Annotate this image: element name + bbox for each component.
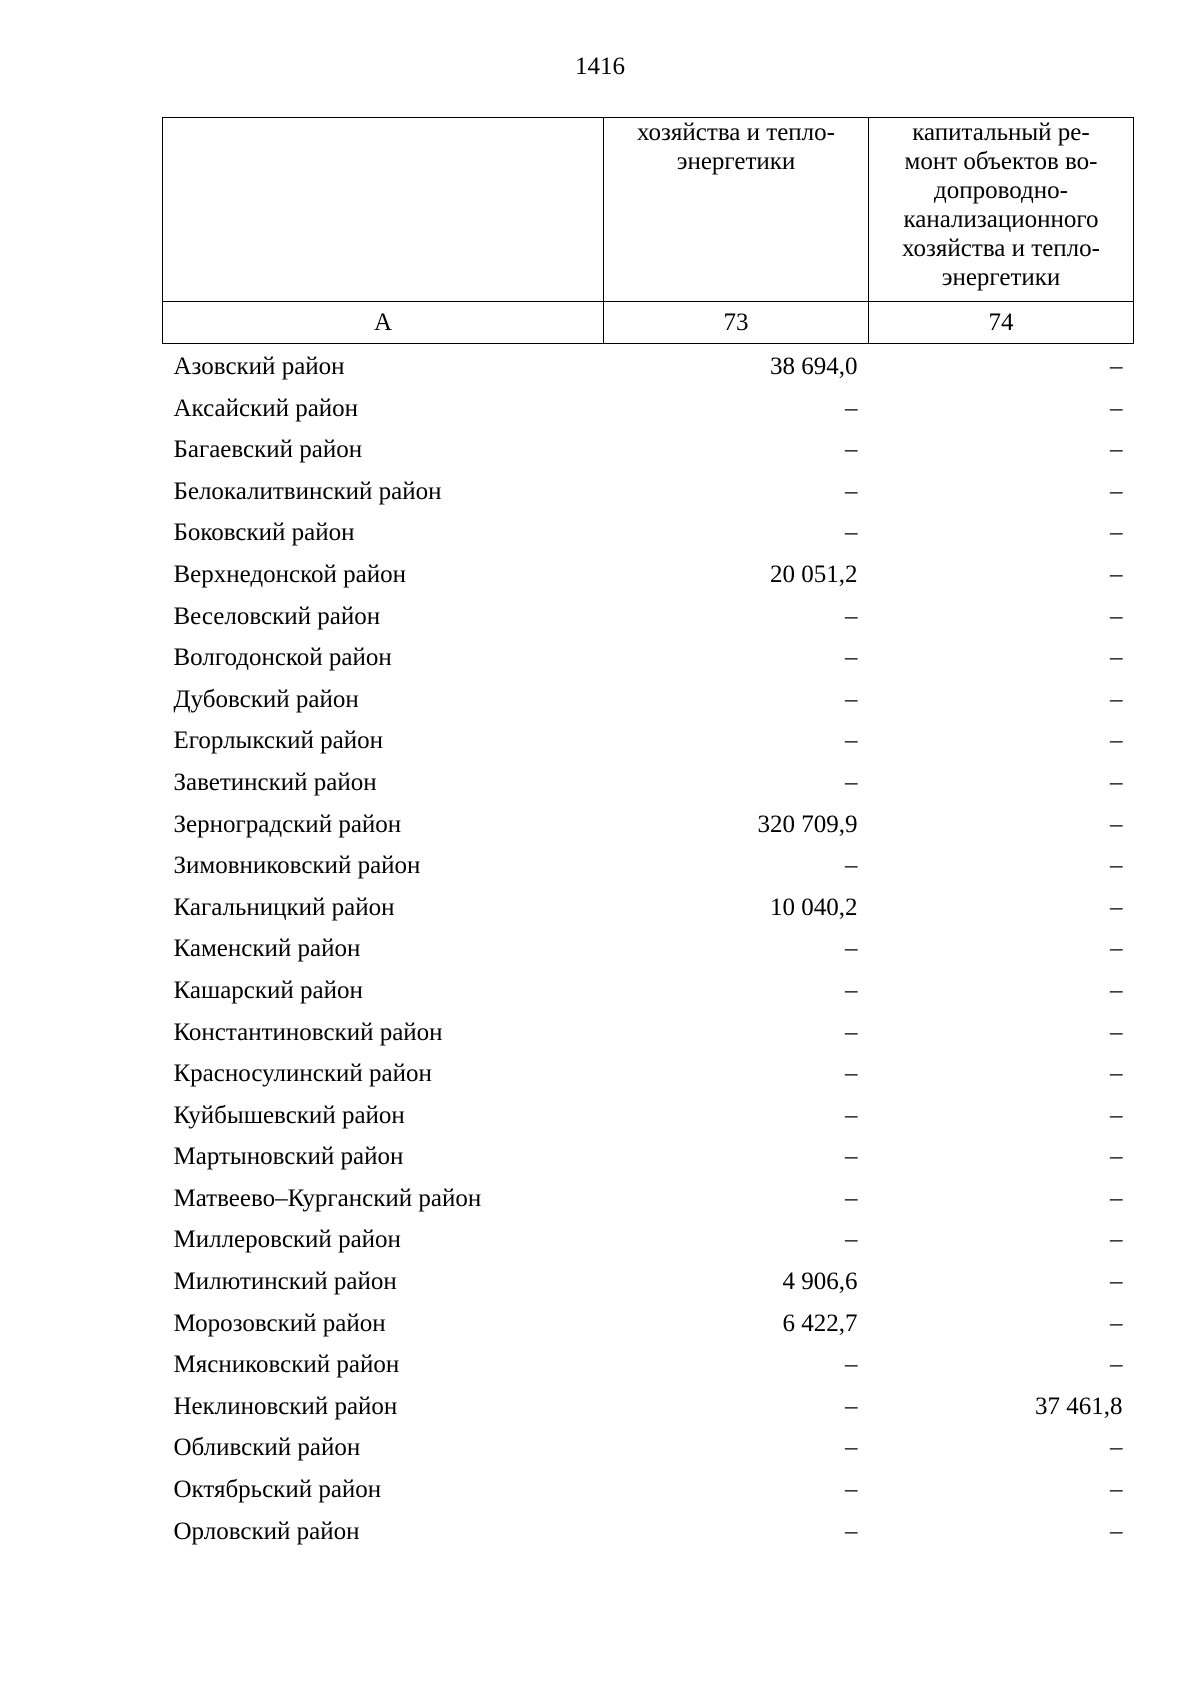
value-73-cell: – [845, 602, 858, 630]
district-name-cell: Аксайский район [173, 394, 359, 422]
district-name-cell: Зерноградский район [173, 810, 402, 838]
district-name-cell: Кашарский район [173, 976, 363, 1004]
value-73-cell: – [845, 1184, 858, 1212]
value-73-cell: – [845, 1143, 858, 1171]
table-body [163, 344, 1134, 1553]
value-74-cell: – [1110, 893, 1123, 921]
value-74-cell: – [1110, 602, 1123, 630]
value-74-cell: – [1110, 852, 1123, 880]
district-name-cell: Обливский район [173, 1434, 361, 1462]
table-row [163, 388, 1134, 430]
value-73-cell: – [845, 1060, 858, 1088]
table-row [163, 970, 1134, 1012]
value-74-cell: – [1110, 1476, 1123, 1504]
district-name-cell: Милютинский район [173, 1268, 397, 1296]
value-73-cell: – [845, 1434, 858, 1462]
value-74-cell: – [1110, 394, 1123, 422]
value-74-cell: – [1110, 1434, 1123, 1462]
value-74-cell: – [1110, 436, 1123, 464]
page-number: 1416 [575, 53, 625, 80]
value-74-cell: 37 461,8 [1035, 1392, 1123, 1420]
value-73-cell: – [845, 935, 858, 963]
value-74-cell: – [1110, 1351, 1123, 1379]
value-74-cell: – [1110, 1018, 1123, 1046]
value-73-cell: – [845, 1351, 858, 1379]
value-73-cell: 10 040,2 [770, 893, 858, 921]
value-73-cell: – [845, 644, 858, 672]
header-code-74: 74 [869, 302, 1134, 344]
value-73-cell: – [845, 727, 858, 755]
district-name-cell: Кагальницкий район [173, 893, 395, 921]
value-73-cell: – [845, 477, 858, 505]
value-74-cell: – [1110, 976, 1123, 1004]
table-row [163, 637, 1134, 679]
table-row [163, 1427, 1134, 1469]
district-name-cell: Красносулинский район [173, 1060, 432, 1088]
district-name-cell: Веселовский район [173, 602, 381, 630]
value-74-cell: – [1110, 519, 1123, 547]
value-73-cell: 6 422,7 [782, 1309, 858, 1337]
header-code-name: А [163, 302, 604, 344]
value-73-cell: – [845, 1226, 858, 1254]
table-row [163, 1511, 1134, 1553]
district-name-cell: Куйбышевский район [173, 1101, 405, 1129]
value-74-cell: – [1110, 685, 1123, 713]
district-name-cell: Неклиновский район [173, 1392, 398, 1420]
value-74-cell: – [1110, 1060, 1123, 1088]
table-row [163, 1469, 1134, 1511]
district-name-cell: Багаевский район [173, 436, 363, 464]
value-73-cell: 20 051,2 [770, 560, 858, 588]
value-73-cell: – [845, 852, 858, 880]
district-name-cell: Боковский район [173, 519, 355, 547]
table-row [163, 596, 1134, 638]
district-name-cell: Морозовский район [173, 1309, 386, 1337]
table-row [163, 720, 1134, 762]
value-74-cell: – [1110, 1101, 1123, 1129]
value-73-cell: – [845, 1517, 858, 1545]
table-header [163, 118, 1134, 344]
value-73-cell: 320 709,9 [757, 810, 858, 838]
district-name-cell: Константиновский район [173, 1018, 443, 1046]
value-74-cell: – [1110, 810, 1123, 838]
value-73-cell: – [845, 394, 858, 422]
table-row [163, 887, 1134, 929]
district-name-cell: Матвеево–Курганский район [173, 1184, 482, 1212]
header-column-74: капитальный ре- монт объектов во- допроводно- канализационного хозяйства и тепло- энергетики [869, 118, 1134, 302]
value-74-cell: – [1110, 644, 1123, 672]
table-row [163, 1053, 1134, 1095]
value-73-cell: – [845, 519, 858, 547]
table-row [163, 471, 1134, 513]
value-74-cell: – [1110, 477, 1123, 505]
table-row [163, 679, 1134, 721]
header-row-titles [163, 118, 1134, 302]
header-column-73: хозяйства и тепло- энергетики [604, 118, 869, 302]
value-73-cell: 4 906,6 [782, 1268, 858, 1296]
value-74-cell: – [1110, 353, 1123, 380]
district-name-cell: Азовский район [173, 353, 345, 380]
district-name-cell: Верхнедонской район [173, 560, 406, 588]
table-row [163, 344, 1134, 388]
value-74-cell: – [1110, 1226, 1123, 1254]
table-row [163, 1344, 1134, 1386]
district-name-cell: Белокалитвинский район [173, 477, 442, 505]
value-74-cell: – [1110, 768, 1123, 796]
value-74-cell: – [1110, 1143, 1123, 1171]
value-73-cell: – [845, 685, 858, 713]
table-row [163, 512, 1134, 554]
header-name-column [163, 118, 604, 302]
table-row [163, 1012, 1134, 1054]
table-row [163, 928, 1134, 970]
value-74-cell: – [1110, 1517, 1123, 1545]
table-row [163, 1386, 1134, 1428]
district-name-cell: Каменский район [173, 935, 361, 963]
district-name-cell: Мясниковский район [173, 1351, 400, 1379]
table-row [163, 1219, 1134, 1261]
table-row [163, 554, 1134, 596]
value-74-cell: – [1110, 1184, 1123, 1212]
value-74-cell: – [1110, 1268, 1123, 1296]
table-row [163, 1261, 1134, 1303]
value-74-cell: – [1110, 560, 1123, 588]
data-table [162, 117, 1134, 1552]
value-73-cell: – [845, 1476, 858, 1504]
district-name-cell: Мартыновский район [173, 1143, 404, 1171]
value-73-cell: – [845, 1392, 858, 1420]
district-name-cell: Орловский район [173, 1517, 360, 1545]
value-74-cell: – [1110, 727, 1123, 755]
table-row [163, 1095, 1134, 1137]
district-name-cell: Миллеровский район [173, 1226, 401, 1254]
header-code-73: 73 [604, 302, 869, 344]
district-name-cell: Дубовский район [173, 685, 359, 713]
district-name-cell: Октябрьский район [173, 1476, 382, 1504]
table-row [163, 1178, 1134, 1220]
table-row [163, 1136, 1134, 1178]
district-name-cell: Заветинский район [173, 768, 377, 796]
district-name-cell: Егорлыкский район [173, 727, 383, 755]
value-74-cell: – [1110, 935, 1123, 963]
value-73-cell: – [845, 768, 858, 796]
header-row-codes [163, 302, 1134, 344]
district-name-cell: Зимовниковский район [173, 852, 421, 880]
value-73-cell: – [845, 436, 858, 464]
table-row [163, 804, 1134, 846]
table-row [163, 1303, 1134, 1345]
value-73-cell: 38 694,0 [770, 353, 858, 380]
table-row [163, 762, 1134, 804]
table-row [163, 845, 1134, 887]
value-74-cell: – [1110, 1309, 1123, 1337]
district-name-cell: Волгодонской район [173, 644, 392, 672]
value-73-cell: – [845, 976, 858, 1004]
value-73-cell: – [845, 1018, 858, 1046]
value-73-cell: – [845, 1101, 858, 1129]
table-row [163, 429, 1134, 471]
